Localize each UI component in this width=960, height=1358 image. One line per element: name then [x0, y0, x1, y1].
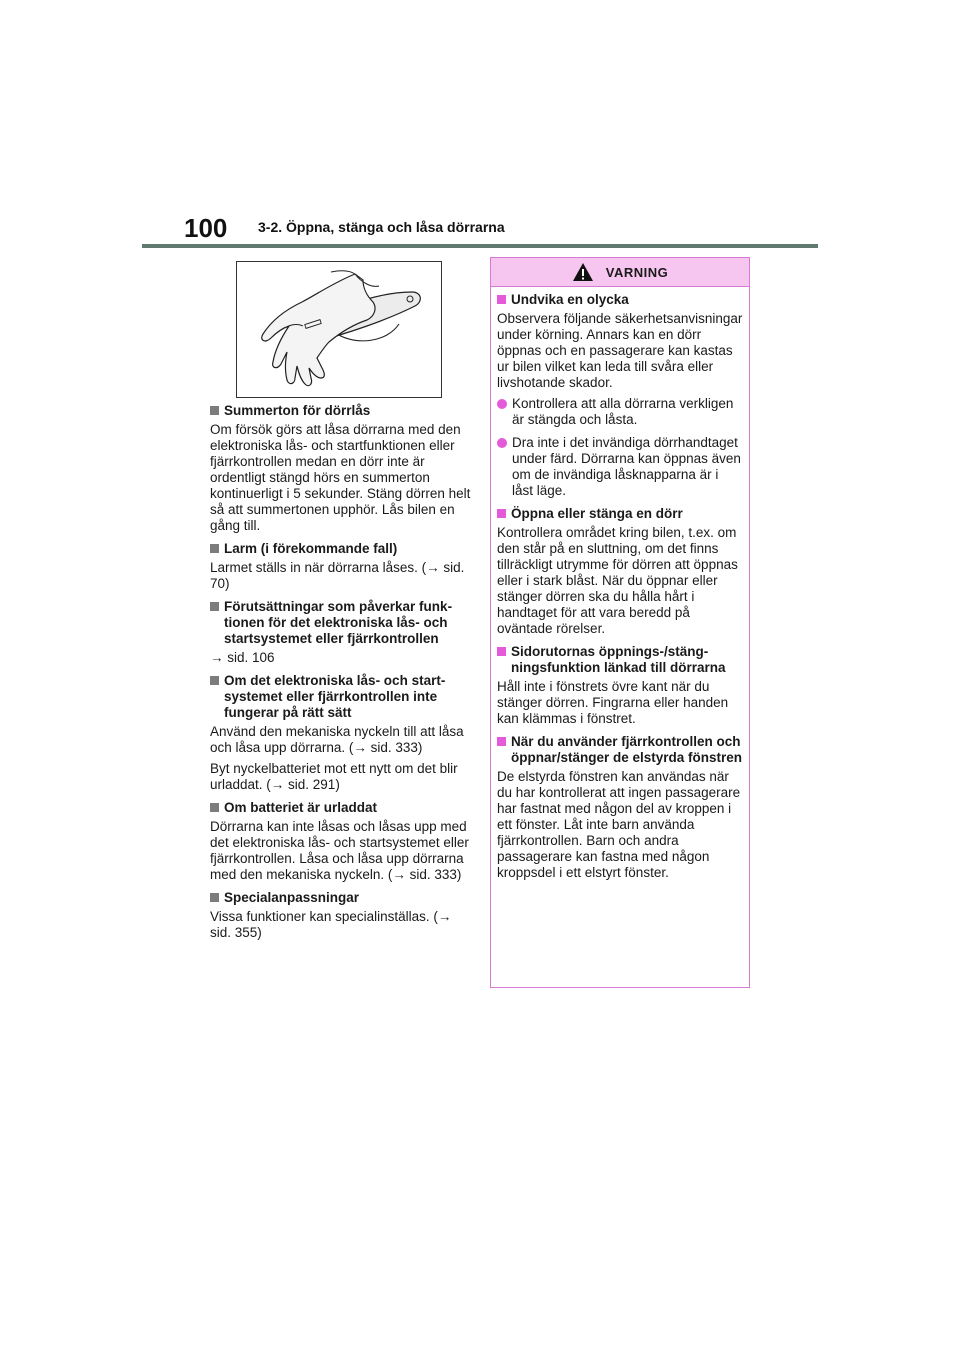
section-customization	[210, 890, 472, 941]
warning-text: Observera följande säkerhetsanvisningar under körning. Annars kan en dörr öppnas och en passagerare kan kastas ur bilen vilket kan leda till svåra eller livshotande skador.	[497, 311, 743, 390]
square-bullet-icon	[210, 602, 219, 611]
section-text: Använd den mekaniska nyckeln till att låsa och låsa upp dörrarna. (→ sid. 333)	[210, 724, 464, 755]
section-heading: Specialanpassningar	[224, 890, 360, 905]
square-bullet-icon	[210, 544, 219, 553]
section-text: Om försök görs att låsa dörrarna med den elektroniska lås- och startfunktionen eller fjärrkontrollen medan en dörr inte är ordentligt stängd hörs en summerton kontinuerligt i 5 sekunder. Stäng dörren helt så att summertonen upphör. Lås bilen en gång till.	[210, 422, 471, 533]
page-number: 100	[184, 213, 228, 243]
square-bullet-icon	[497, 509, 506, 518]
warning-heading: Undvika en olycka	[511, 292, 629, 307]
square-bullet-icon	[497, 295, 506, 304]
section-heading: Om batteriet är urladdat	[224, 800, 378, 815]
warning-heading: Sidorutornas öppnings-/stängningsfunktion länkad till dörrarna	[511, 644, 726, 675]
section-battery-depleted	[210, 800, 472, 883]
warning-text: De elstyrda fönstren kan användas när du har kontrollerat att ingen passagerare har fastnat med någon del av kroppen i ett fönster. Låt inte barn använda fjärrkontrollen. Barn och andra passagerare kan fastna med någon kroppsdel i ett elstyrt fönster.	[497, 769, 741, 880]
square-bullet-icon	[210, 803, 219, 812]
square-bullet-icon	[210, 406, 219, 415]
warning-section-open-close-door	[497, 506, 743, 637]
square-bullet-icon	[210, 676, 219, 685]
section-heading: Larm (i förekommande fall)	[224, 541, 398, 556]
warning-box	[490, 257, 750, 988]
warning-bullet: Dra inte i det invändiga dörrhandtaget under färd. Dörrarna kan öppnas även om de invändiga låsknapparna är i låst läge.	[497, 435, 743, 499]
section-text: Dörrarna kan inte låsas och låsas upp med det elektroniska lås- och startsystemet eller fjärrkontrollen. Låsa och låsa upp dörrarna med den mekaniska nyckeln. (→ sid. 333)	[210, 819, 469, 882]
section-heading: Summerton för dörrlås	[224, 403, 371, 418]
square-bullet-icon	[497, 647, 506, 656]
page-reference-link[interactable]: → sid. 106	[210, 650, 275, 665]
section-text: Byt nyckelbatteriet mot ett nytt om det blir urladdat. (→ sid. 291)	[210, 761, 458, 792]
warning-text: Håll inte i fönstrets övre kant när du stänger dörren. Fingrarna eller handen kan klämmas i fönstret.	[497, 679, 729, 726]
section-heading: Förutsättningar som påverkar funktionen för det elektroniska lås- och startsystemet eller fjärrkontrollen	[224, 599, 453, 646]
chapter-title: 3-2. Öppna, stänga och låsa dörrarna	[258, 219, 505, 235]
header-rule	[142, 244, 818, 248]
hand-on-door-handle-illustration	[236, 261, 442, 398]
warning-heading: När du använder fjärrkontrollen och öppnar/stänger de elstyrda fönstren	[511, 734, 743, 765]
section-alarm	[210, 541, 472, 592]
warning-triangle-icon	[572, 262, 594, 282]
section-heading: Om det elektroniska lås- och startsystemet eller fjärrkontrollen inte fungerar på rätt sätt	[224, 673, 446, 720]
left-column	[210, 403, 472, 948]
square-bullet-icon	[497, 737, 506, 746]
warning-heading: Öppna eller stänga en dörr	[511, 506, 683, 521]
section-text: Larmet ställs in när dörrarna låses. (→ sid. 70)	[210, 560, 465, 591]
warning-section-remote-windows	[497, 734, 743, 881]
section-text: Vissa funktioner kan specialinställas. (→ sid. 355)	[210, 909, 452, 940]
warning-title: VARNING	[605, 264, 669, 280]
warning-text: Kontrollera området kring bilen, t.ex. om den står på en sluttning, om det finns tillräckligt utrymme för dörren att öppnas eller i stark blåst. När du öppnar eller stänger dörren ska du hålla hårt i handtaget för att vara beredd på oväntade rörelser.	[497, 525, 738, 636]
round-bullet-icon	[497, 399, 507, 409]
section-malfunction	[210, 673, 472, 793]
warning-section-avoid-accident	[497, 292, 743, 499]
square-bullet-icon	[210, 893, 219, 902]
warning-header	[491, 258, 749, 287]
section-conditions	[210, 599, 472, 666]
section-door-lock-buzzer	[210, 403, 472, 534]
round-bullet-icon	[497, 438, 507, 448]
warning-bullet: Kontrollera att alla dörrarna verkligen är stängda och låsta.	[497, 396, 743, 428]
warning-section-side-windows	[497, 644, 743, 727]
